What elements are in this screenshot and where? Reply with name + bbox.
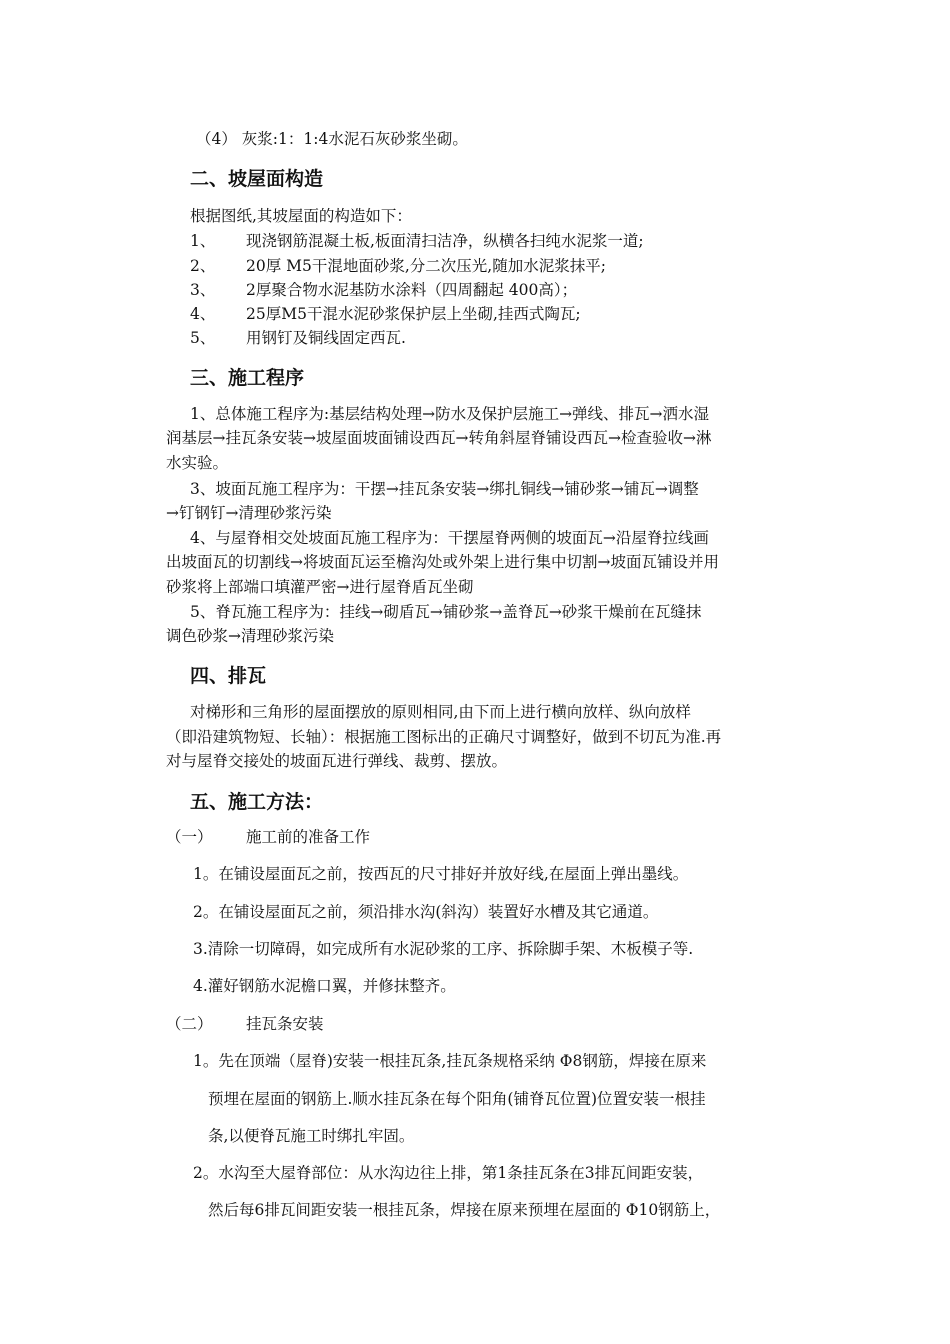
- list-item: 4.灌好钢筋水泥檐口翼，并修抹整齐。: [193, 977, 456, 995]
- paragraph-line: 5、脊瓦施工程序为：挂线→砌盾瓦→铺砂浆→盖脊瓦→砂浆干燥前在瓦缝抹: [190, 603, 702, 621]
- subsection-number: （二）: [166, 1015, 213, 1033]
- list-text: 20厚 M5干混地面砂浆,分二次压光,随加水泥浆抹平;: [246, 257, 606, 275]
- paragraph-line: 3、坡面瓦施工程序为：干摆→挂瓦条安装→绑扎铜线→铺砂浆→铺瓦→调整: [190, 480, 699, 498]
- list-text: 2厚聚合物水泥基防水涂料（四周翻起 400高）；: [246, 281, 578, 299]
- paragraph-line: 1、总体施工程序为:基层结构处理→防水及保护层施工→弹线、排瓦→洒水湿: [190, 405, 710, 423]
- subsection-text: 施工前的准备工作: [246, 828, 371, 846]
- section-heading-roof-structure: 二、坡屋面构造: [190, 168, 324, 190]
- list-text: 现浇钢筋混凝土板,板面清扫洁净，纵横各扫纯水泥浆一道;: [246, 232, 644, 250]
- paragraph-line: 砂浆将上部端口填灌严密→进行屋脊盾瓦坐砌: [166, 578, 474, 596]
- subsection-text: 挂瓦条安装: [246, 1015, 324, 1033]
- list-item-line: 2。水沟至大屋脊部位：从水沟边往上排，第1条挂瓦条在3排瓦间距安装，: [193, 1164, 704, 1182]
- paragraph-line: 润基层→挂瓦条安装→坡屋面坡面铺设西瓦→转角斜屋脊铺设西瓦→检查验收→淋: [166, 429, 712, 447]
- subsection-title: [166, 1013, 766, 1035]
- list-item: [190, 279, 790, 301]
- paragraph-line: （即沿建筑物短、长轴）：根据施工图标出的正确尺寸调整好，做到不切瓦为准.再: [166, 728, 722, 746]
- list-number: 3、: [190, 281, 216, 299]
- paragraph-line: 出坡面瓦的切割线→将坡面瓦运至檐沟处或外架上进行集中切割→坡面瓦铺设并用: [166, 553, 719, 571]
- paragraph-line: 4、与屋脊相交处坡面瓦施工程序为：干摆屋脊两侧的坡面瓦→沿屋脊拉线画: [190, 529, 709, 547]
- subsection-number: （一）: [166, 828, 213, 846]
- list-item-line: 预埋在屋面的钢筋上.顺水挂瓦条在每个阳角(铺脊瓦位置)位置安装一根挂: [208, 1090, 706, 1108]
- list-number: 2、: [190, 257, 216, 275]
- list-item: 3.清除一切障碍，如完成所有水泥砂浆的工序、拆除脚手架、木板模子等.: [193, 940, 694, 958]
- section-heading-construction-method: 五、施工方法：: [190, 791, 324, 813]
- list-item: 1。在铺设屋面瓦之前，按西瓦的尺寸排好并放好线,在屋面上弹出墨线。: [193, 865, 689, 883]
- list-number: 1、: [190, 232, 216, 250]
- paragraph-line: →钉钢钉→清理砂浆污染: [166, 504, 332, 522]
- list-number: 4、: [190, 305, 216, 323]
- list-item: [190, 303, 790, 325]
- section-heading-tile-layout: 四、排瓦: [190, 665, 267, 687]
- list-text: 用钢钉及铜线固定西瓦.: [246, 329, 406, 347]
- section-heading-construction-procedure: 三、施工程序: [190, 367, 305, 389]
- list-item: [190, 230, 790, 252]
- paragraph-line: 调色砂浆→清理砂浆污染: [166, 627, 334, 645]
- roof-mortar-item: （4） 灰浆:1：1:4水泥石灰砂浆坐砌。: [196, 130, 468, 148]
- list-number: 5、: [190, 329, 216, 347]
- list-item-line: 然后每6排瓦间距安装一根挂瓦条，焊接在原来预埋在屋面的 Φ10钢筋上，: [208, 1201, 721, 1219]
- subsection-title: [166, 826, 766, 848]
- list-item: 2。在铺设屋面瓦之前，须沿排水沟(斜沟）装置好水槽及其它通道。: [193, 903, 659, 921]
- paragraph-line: 水实验。: [166, 454, 229, 472]
- list-item: [190, 255, 790, 277]
- list-text: 25厚M5干混水泥砂浆保护层上坐砌,挂西式陶瓦;: [246, 305, 581, 323]
- paragraph-line: 对与屋脊交接处的坡面瓦进行弹线、裁剪、摆放。: [166, 752, 508, 770]
- list-item-line: 条,以便脊瓦施工时绑扎牢固。: [208, 1127, 415, 1145]
- section-intro: 根据图纸,其坡屋面的构造如下：: [190, 207, 412, 225]
- paragraph-line: 对梯形和三角形的屋面摆放的原则相同,由下而上进行横向放样、纵向放样: [190, 703, 691, 721]
- list-item-line: 1。先在顶端（屋脊)安装一根挂瓦条,挂瓦条规格采纳 Φ8钢筋，焊接在原来: [193, 1052, 707, 1070]
- list-item: [190, 327, 790, 349]
